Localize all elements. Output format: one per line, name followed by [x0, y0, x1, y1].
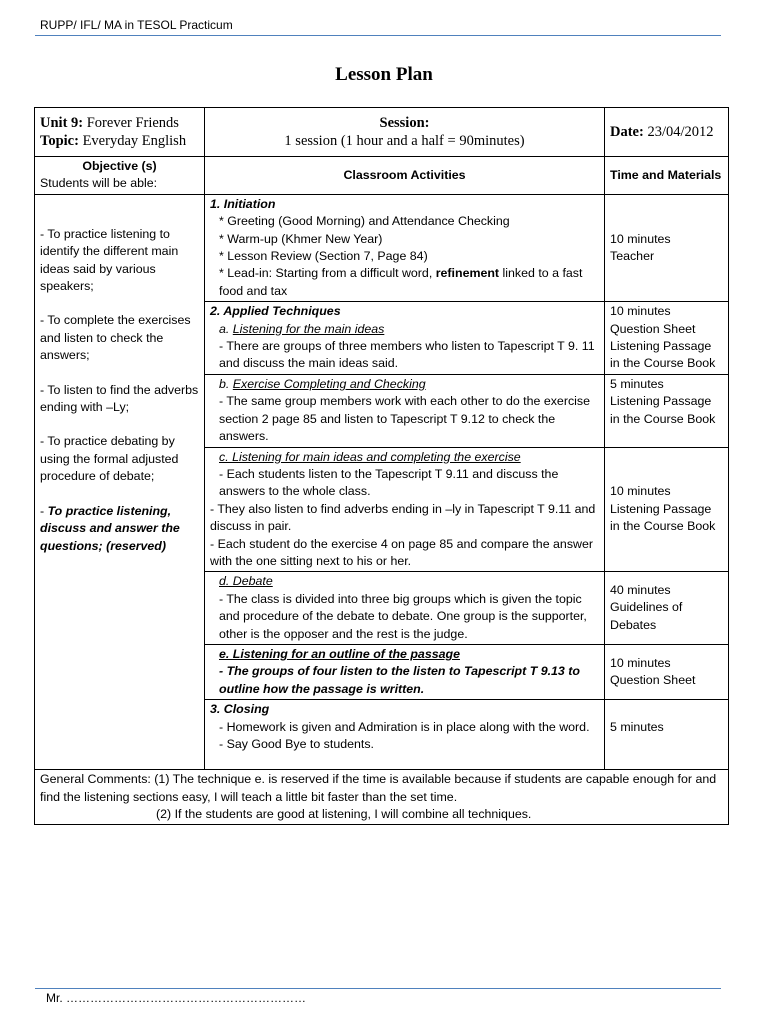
- date-label: Date:: [610, 124, 644, 140]
- initiation-line: * Greeting (Good Morning) and Attendance Checking: [219, 214, 510, 229]
- objective-item: - To listen to find the adverbs ending with –Ly;: [40, 382, 199, 415]
- running-header: RUPP/ IFL/ MA in TESOL Practicum: [40, 18, 233, 32]
- objective-item: - To practice debating by using the formal adjusted procedure of debate;: [40, 434, 179, 484]
- activity-a-cell: [205, 302, 605, 375]
- closing-text: - Say Good Bye to students.: [219, 737, 374, 751]
- column-header-row: [35, 157, 729, 195]
- activity-e-text: - The groups of four listen to the listen to Tapescript T 9.13 to outline how the passage is written.: [219, 664, 580, 696]
- closing-time-cell: [605, 700, 729, 770]
- closing-heading: 3. Closing: [210, 702, 270, 717]
- objective-item: - To practice listening to identify the different main ideas said by various speakers;: [40, 226, 179, 294]
- time-header: Time and Materials: [605, 157, 729, 195]
- comments-cell: [35, 770, 729, 825]
- activity-d-cell: [205, 572, 605, 645]
- material-line: Teacher: [610, 249, 655, 264]
- page-title: Lesson Plan: [335, 64, 433, 85]
- material-line: Listening Passage: [610, 394, 712, 409]
- activity-d-time-cell: [605, 572, 729, 645]
- activity-d-text: - The class is divided into three big groups which is given the topic and procedure of the debate to debate. One group is the supporter, other is the opposer and the rest is the judge.: [219, 591, 587, 641]
- header-divider: [35, 35, 721, 36]
- initiation-time-cell: [605, 194, 729, 301]
- session-label: Session:: [379, 115, 430, 131]
- activity-b-title: b. Exercise Completing and Checking: [219, 376, 426, 391]
- session-cell: [205, 108, 605, 157]
- activity-row-initiation: [35, 194, 729, 301]
- comment-line: General Comments: (1) The technique e. is reserved if the time is available because if students are capable enough for and find the listening sections easy, I will teach a little bit faster than the set time.: [40, 772, 717, 804]
- activity-b-cell: [205, 374, 605, 447]
- material-line: in the Course Book: [610, 519, 716, 534]
- objective-item-reserved: - To practice listening, discuss and answer the questions; (reserved): [40, 503, 180, 553]
- material-line: Listening Passage: [610, 501, 712, 516]
- time-line: 5 minutes: [610, 376, 664, 391]
- objective-header-cell: [35, 157, 205, 195]
- activities-header: Classroom Activities: [205, 157, 605, 195]
- lesson-plan-table: [34, 107, 729, 825]
- time-line: 10 minutes: [610, 231, 671, 246]
- activity-a-time-cell: [605, 302, 729, 375]
- initiation-heading: 1. Initiation: [210, 196, 276, 211]
- material-line: in the Course Book: [610, 411, 716, 426]
- date-cell: [605, 108, 729, 157]
- activity-c-text: - Each student do the exercise 4 on page 85 and compare the answer with the one sitting next to his or her.: [210, 536, 593, 568]
- initiation-line: * Lesson Review (Section 7, Page 84): [219, 249, 428, 264]
- material-line: Question Sheet: [610, 673, 696, 688]
- activity-e-time-cell: [605, 644, 729, 699]
- applied-heading: 2. Applied Techniques: [210, 304, 341, 319]
- topic-label: Topic:: [40, 133, 79, 149]
- activity-a-text: - There are groups of three members who listen to Tapescript T 9. 11 and discuss the main ideas said.: [219, 339, 595, 371]
- date-value: 23/04/2012: [647, 124, 714, 140]
- activity-a-title: a. Listening for the main ideas: [219, 321, 385, 336]
- activity-c-text: - Each students listen to the Tapescript T 9.11 and discuss the answers to the whole class.: [219, 466, 559, 499]
- time-line: 40 minutes: [610, 583, 671, 598]
- material-line: Listening Passage: [610, 339, 712, 354]
- activity-c-cell: [205, 447, 605, 572]
- comments-row: [35, 770, 729, 825]
- objective-item: - To complete the exercises and listen to check the answers;: [40, 313, 191, 363]
- objectives-cell: [35, 194, 205, 769]
- activity-c-title: c. Listening for main ideas and completing the exercise: [219, 449, 521, 464]
- info-row: [35, 108, 729, 157]
- unit-label: Unit 9:: [40, 115, 84, 131]
- time-line: 5 minutes: [610, 720, 664, 735]
- material-line: Debates: [610, 617, 657, 632]
- initiation-lead-in: * Lead-in: Starting from a difficult word, refinement linked to a fast food and tax: [219, 266, 583, 298]
- material-line: Question Sheet: [610, 321, 696, 336]
- comment-line: (2) If the students are good at listening, I will combine all techniques.: [156, 807, 532, 821]
- initiation-line: * Warm-up (Khmer New Year): [219, 231, 383, 246]
- unit-topic-cell: [35, 108, 205, 157]
- activity-c-text: - They also listen to find adverbs ending in –ly in Tapescript T 9.11 and discuss in pair.: [210, 501, 596, 534]
- topic-value: Everyday English: [82, 133, 187, 149]
- footer-divider: [35, 988, 721, 989]
- unit-value: Forever Friends: [86, 115, 179, 131]
- initiation-cell: [205, 194, 605, 301]
- material-line: Guidelines of: [610, 600, 683, 615]
- activity-c-time-cell: [605, 447, 729, 572]
- objective-header: Objective (s): [82, 159, 157, 173]
- session-value: 1 session (1 hour and a half = 90minutes): [284, 133, 525, 149]
- time-line: 10 minutes: [610, 655, 671, 670]
- objective-subheader: Students will be able:: [40, 176, 158, 191]
- activity-e-cell: [205, 644, 605, 699]
- activity-e-title: e. Listening for an outline of the passage: [219, 646, 460, 661]
- closing-cell: [205, 700, 605, 770]
- material-line: in the Course Book: [610, 356, 716, 371]
- activity-d-title: d. Debate: [219, 574, 273, 589]
- activity-b-text: - The same group members work with each other to do the exercise section 2 page 85 and listen to Tapescript T 9.12 to check the answers.: [219, 394, 590, 444]
- closing-text: - Homework is given and Admiration is in place along with the word.: [219, 719, 590, 734]
- signature-line: Mr. ……………………………………………………: [46, 991, 306, 1005]
- activity-b-time-cell: [605, 374, 729, 447]
- time-line: 10 minutes: [610, 484, 671, 499]
- time-line: 10 minutes: [610, 304, 671, 319]
